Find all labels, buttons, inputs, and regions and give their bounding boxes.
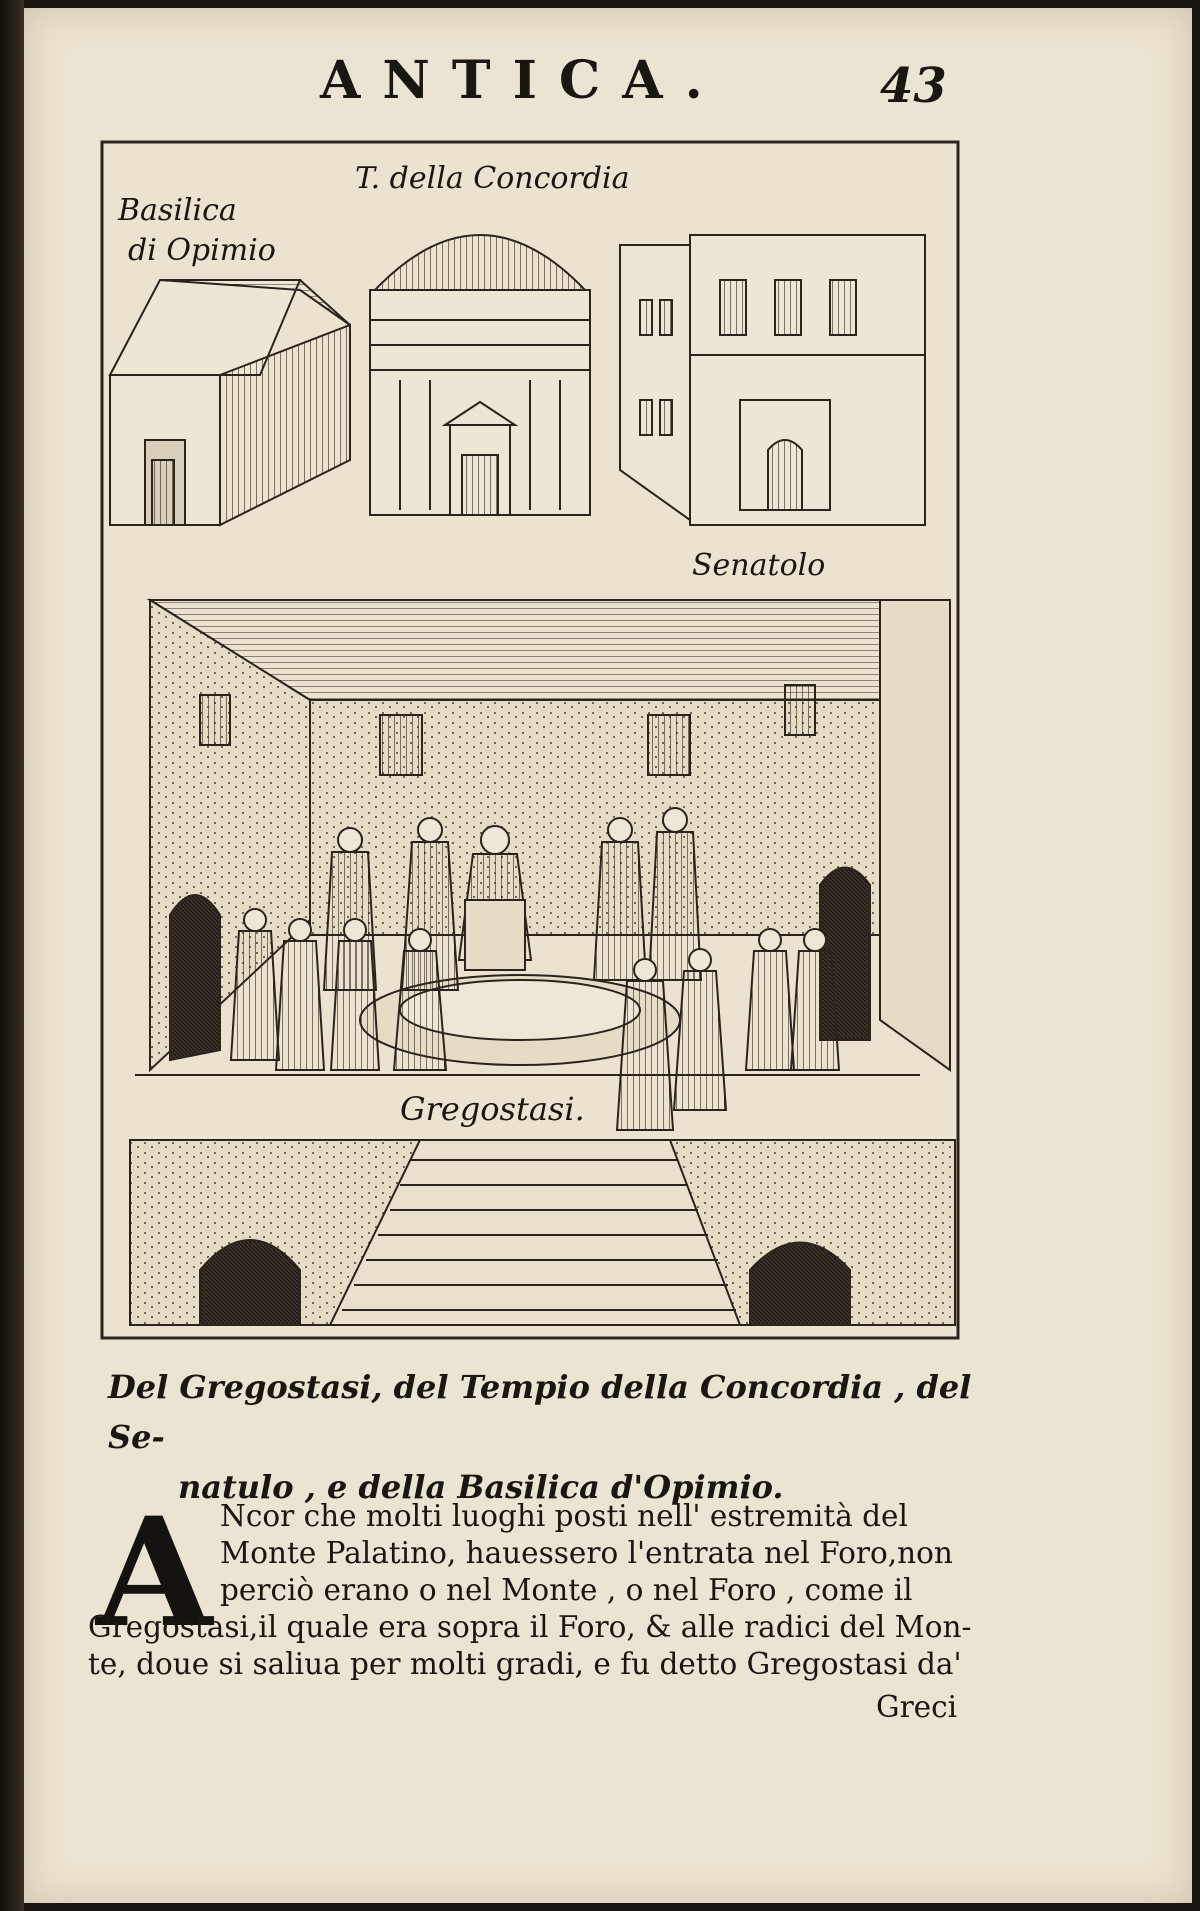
engraving-plate — [100, 140, 960, 1340]
body-line-5: te, doue si saliua per molti gradi, e fu detto Gregostasi da' — [88, 1647, 962, 1681]
senatolo-building — [620, 235, 925, 525]
page-number: 43 — [880, 58, 947, 114]
engraving-illustration — [100, 140, 960, 1340]
body-line-3: perciò erano o nel Monte , o nel Foro , come il — [220, 1573, 913, 1607]
label-basilica-line1: Basilica — [118, 193, 237, 228]
book-spine — [0, 0, 24, 1911]
label-tempio-concordia: T. della Concordia — [355, 161, 630, 196]
drop-capital: A — [96, 1485, 213, 1661]
tempio-concordia-building — [370, 235, 590, 515]
plate-caption — [108, 1362, 1028, 1512]
body-line-4: Gregostasi,il quale era sopra il Foro, & alle radici del Mon- — [88, 1610, 972, 1644]
label-basilica-line2: di Opimio — [128, 233, 276, 268]
label-senatolo: Senatolo — [692, 548, 826, 583]
label-gregostasi: Gregostasi. — [400, 1090, 585, 1128]
caption-line-1: Del Gregostasi, del Tempio della Concordia , del Se- — [108, 1368, 972, 1456]
stairs-and-arches — [130, 1140, 955, 1325]
body-line-2: Monte Palatino, hauessero l'entrata nel Foro,non — [220, 1536, 953, 1570]
catchword: Greci — [876, 1690, 958, 1724]
body-line-1: Ncor che molti luoghi posti nell' estremità del — [220, 1499, 908, 1533]
caption-line-2: natulo , e della Basilica d'Opimio. — [178, 1468, 784, 1506]
running-head: ANTICA. — [320, 50, 725, 111]
